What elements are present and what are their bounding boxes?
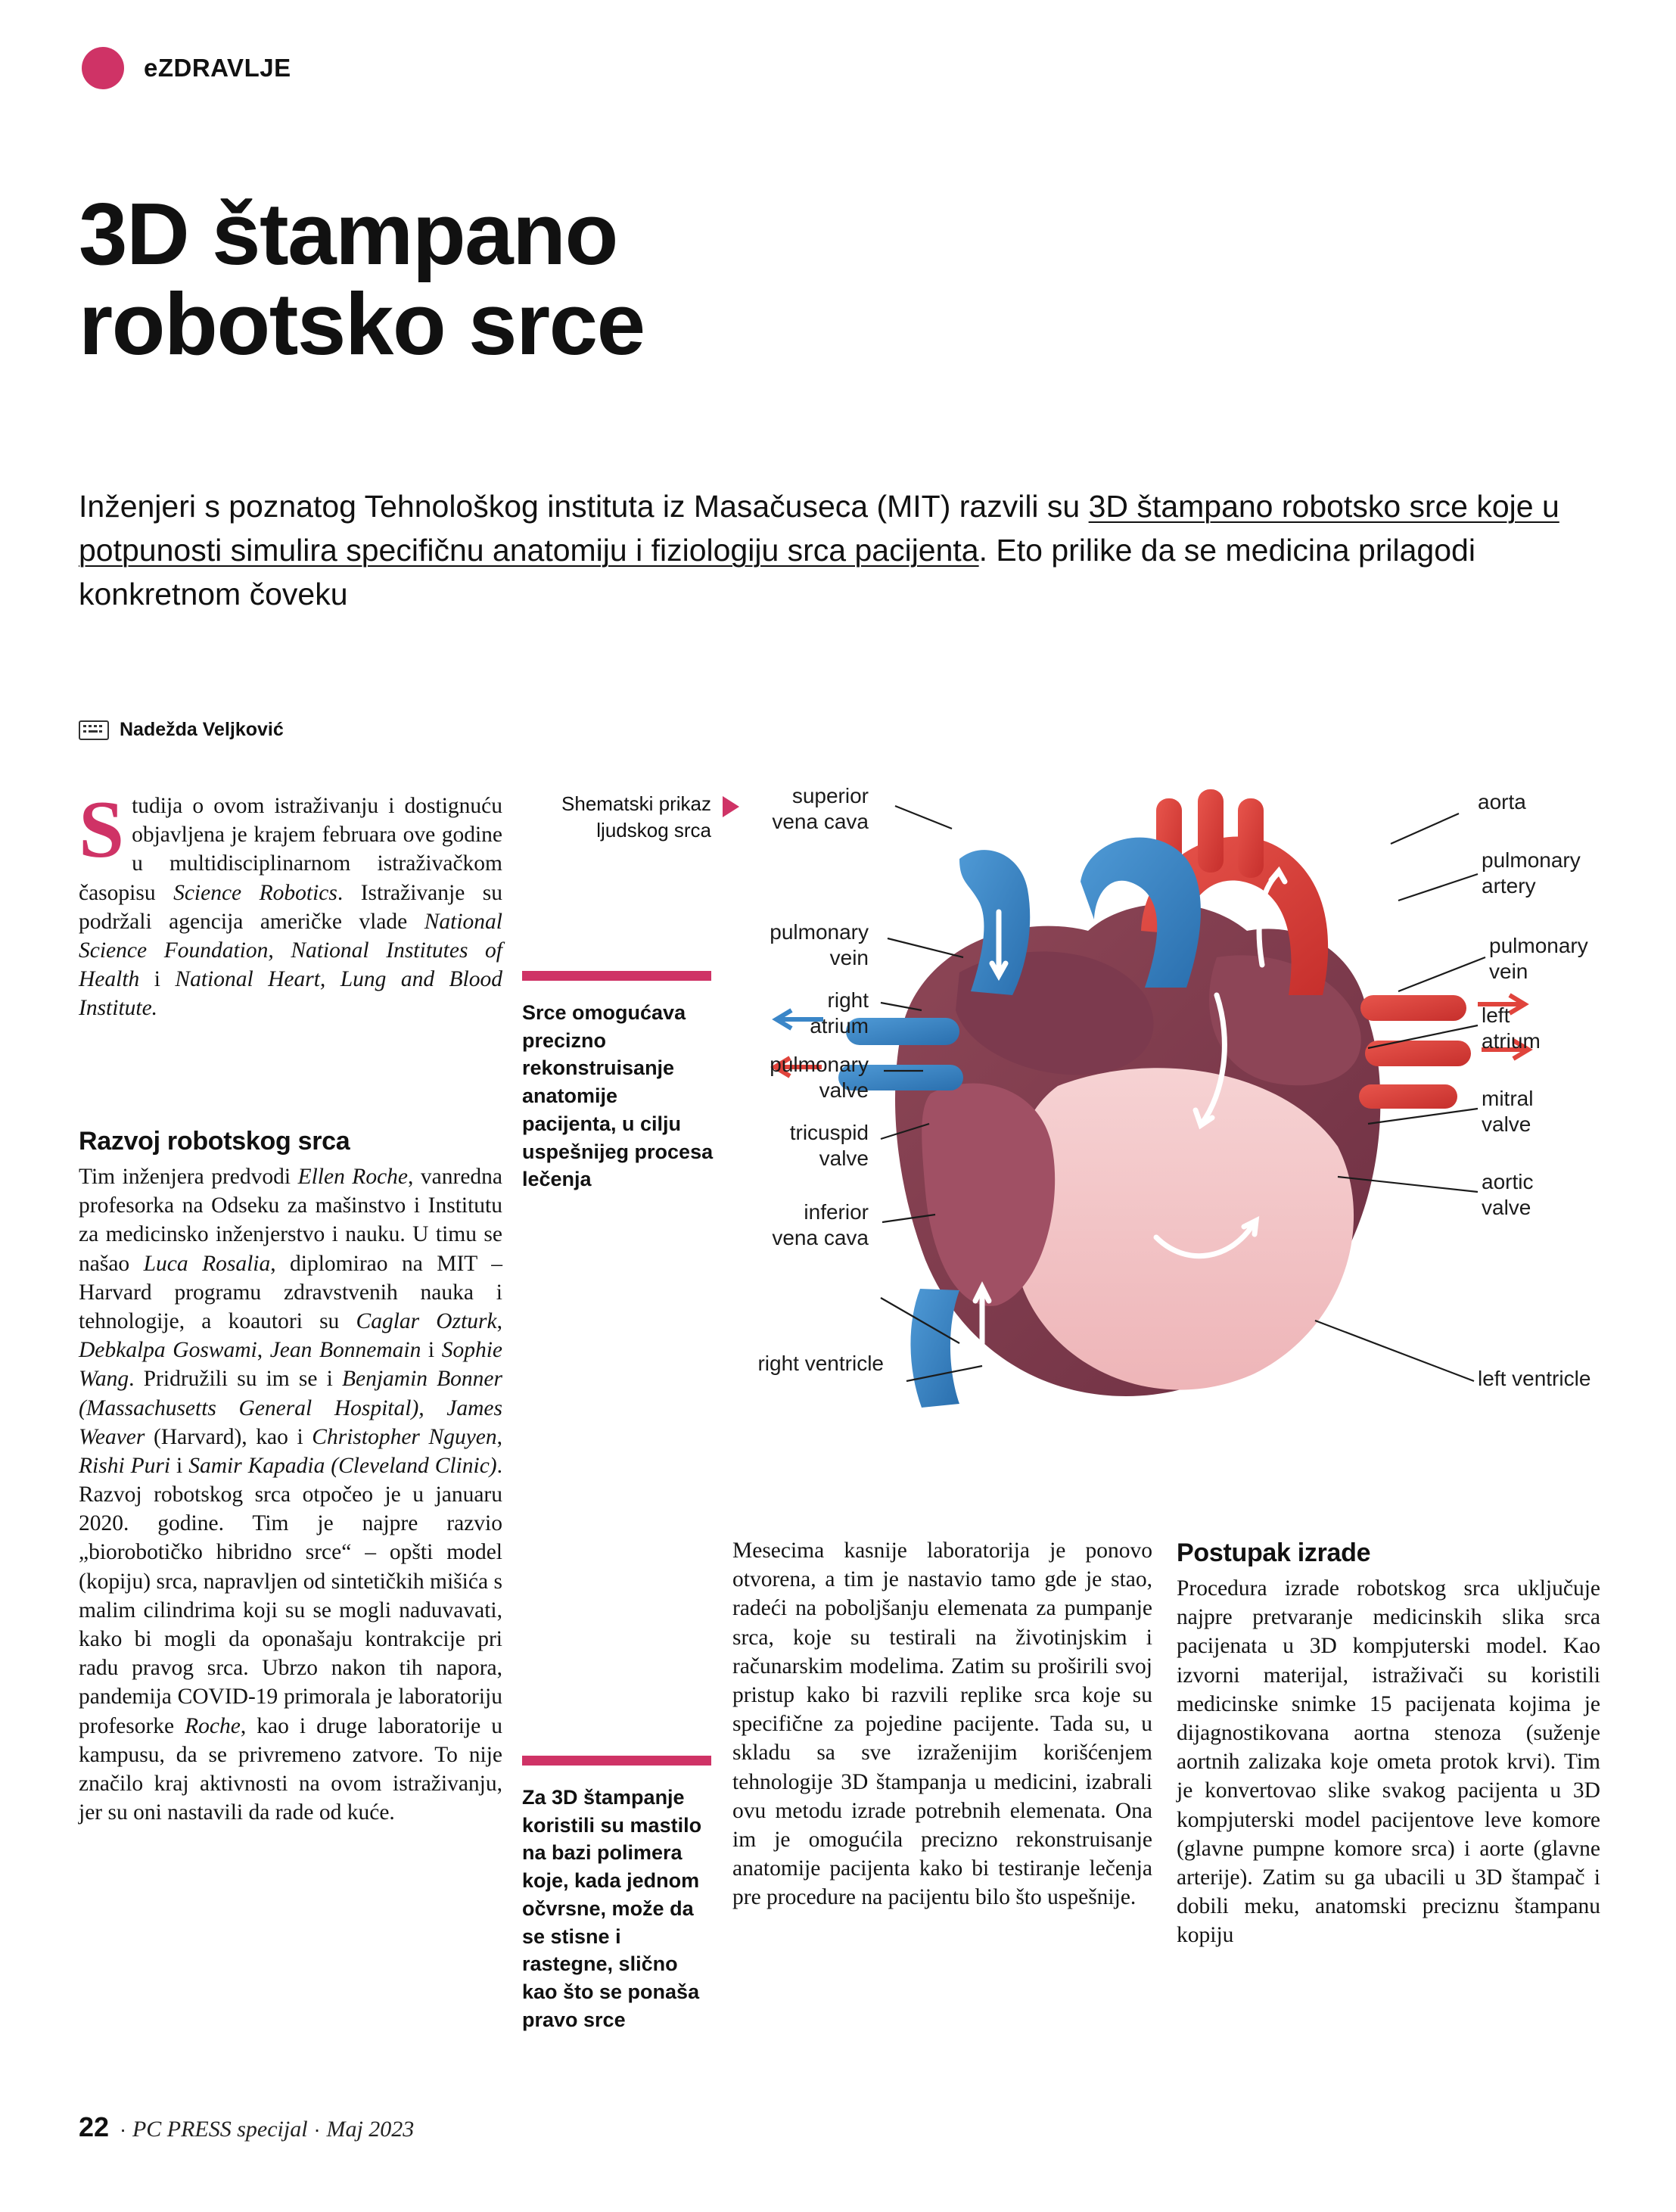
label-aorta: aorta [1478, 790, 1526, 814]
headline-line-2: robotsko srce [79, 275, 645, 374]
label-left-atrium: left atrium [1482, 1003, 1541, 1053]
paragraph-1: Tim inženjera predvodi Ellen Roche, vanredna profesorka na Odseku za mašinstvo i Institutu za medicinsko inženjerstvo i nauku. U timu se našao Luca Rosalia, diplomirao na MIT – Harvard programu zdravstvenih nauka i tehnologije, a koautori su Caglar Ozturk, Debkalpa Goswami, Jean Bonnemain i Sophie Wang. Pridružili su im se i Benjamin Bonner (Massachusetts General Hospital), James Weaver (Harvard), kao i Christopher Nguyen, Rishi Puri i Samir Kapadia (Cleveland Clinic). Razvoj robotskog srca otpočeo je u januaru 2020. godine. Tim je najpre razvio „biorobotičko hibridno srce“ – opšti model (kopiju) srca, napravljen od sintetičkih mišića s malim cilindrima koji su se mogli naduvavati, kako bi mogli da oponašaju kontrakcije pri radu pravog srca. Ubrzo nakon tih napora, pandemija COVID-19 primorala je laboratoriju profesorke Roche, kao i druge laboratorije u kampusu, da se privremeno zatvore. To nije značilo kraj aktivnosti na ovom istraživanju, jer su oni nastavili da rade od kuće. [79, 1165, 503, 1825]
byline-author: Nadežda Veljković [120, 719, 284, 740]
paragraph-3: Procedura izrade robotskog srca uključuje najpre pretvaranje medicinskih slika srca pacijenata u 3D kompjuterski model. Kao izvorni materijal, istraživači su koristili medicinske snimke 15 pacijenata kojima je dijagnostikovana aortna stenoza (suženje aortnih zalizaka koje ometa protok krvi). Tim je konvertovao slike svakog pacijenta u 3D kompjuterski model pacijentove leve komore (glavne pumpne komore srca) i aorte (glavne arterije). Zatim su ga ubacili u 3D štampač i dobili meku, anatomski preciznu štampanu kopiju [1177, 1576, 1600, 1948]
label-right-atrium: right atrium [810, 988, 869, 1038]
left-ventricle-shape [1009, 1068, 1354, 1389]
pull-quote-rule [522, 1756, 711, 1766]
page-number: 22 [79, 2111, 110, 2142]
pull-quote-2-text: Za 3D štampanje koristili su mastilo na bazi polimera koje, kada jednom očvrsne, može da se stisne i rastegne, slično kao što se ponaša pravo srce [522, 1786, 702, 2031]
standfirst-part-2: . Eto prilike da se medicina prilagodi konkretnom čoveku [79, 533, 1475, 612]
byline [79, 719, 284, 741]
standfirst-part-1: Inženjeri s poznatog Tehnološkog instituta iz Masačuseca (MIT) razvili su [79, 489, 1089, 524]
label-left-ventricle: left ventricle [1478, 1367, 1591, 1390]
label-pulmonary-vein-right: pulmonary vein [1489, 934, 1588, 983]
page-footer [79, 2111, 414, 2143]
keyboard-icon [79, 720, 109, 740]
footer-sep-2: · [313, 2117, 321, 2141]
headline-line-1: 3D štampano [79, 185, 617, 283]
label-tricuspid-valve: tricuspid valve [789, 1121, 869, 1170]
heart-anatomy-figure [732, 768, 1603, 1495]
label-pulmonary-artery: pulmonary artery [1482, 848, 1581, 898]
drop-cap: S [79, 785, 125, 875]
pulmonary-vein-right-3 [1359, 1084, 1457, 1109]
body-column-1-intro [79, 785, 502, 1023]
subheading-razvoj: Razvoj robotskog srca [79, 1127, 350, 1156]
aortic-branch-2 [1198, 789, 1224, 873]
standfirst [79, 484, 1600, 617]
footer-publication: PC PRESS specijal [132, 2117, 308, 2142]
pulmonary-vein-right-2 [1365, 1041, 1471, 1066]
pull-quote-rule [522, 971, 711, 981]
body-column-1-main [79, 1105, 502, 1827]
body-column-3 [1177, 1536, 1600, 1949]
pull-quote-1-text: Srce omogućava precizno rekonstruisanje anatomije pacijenta, u cilju uspešnijeg procesa lečenja [522, 1001, 714, 1191]
intro-paragraph: tudija o ovom istraživanju i dostignuću objavljena je krajem februara ove godine u multidisciplinarnom istraživačkom časopisu Science Robotics. Istraživanje su podržali agencija američke vlade National Science Foundation, National Institutes of Health i National Heart, Lung and Blood Institute. [79, 794, 502, 1021]
section-kicker [82, 47, 291, 89]
label-mitral-valve: mitral valve [1482, 1087, 1534, 1136]
label-aortic-valve: aortic valve [1482, 1170, 1534, 1219]
kicker-dot-icon [82, 47, 124, 89]
body-column-2 [732, 1536, 1152, 1912]
label-right-ventricle: right ventricle [757, 1352, 884, 1375]
label-superior-vena-cava: superior vena cava [772, 784, 869, 833]
figure-caption: Shematski prikaz ljudskog srca [561, 792, 711, 842]
aortic-branch-3 [1238, 798, 1264, 878]
paragraph-2: Mesecima kasnije laboratorija je ponovo otvorena, a tim je nastavio tamo gde je stao, radeći na poboljšanju elemenata za pumpanje srca, koje su testirali na životinjskim i računarskim modelima. Zatim su proširili svoj pristup kako bi razvili replike srca koje su specifične za pojedine pacijente. Tada su, u skladu sa sve izraženijim korišćenjem tehnologije 3D štampanja u medicini, izabrali ovu metodu izrade potrebnih elemenata. Ona im je omogućila precizno rekonstruisanje anatomije pacijenta kako bi testiranje lečenja pre procedure na pacijentu bilo što uspešnije. [732, 1538, 1152, 1910]
footer-sep-1: · [119, 2117, 127, 2141]
standfirst-underlined: 3D štampano robotsko srce koje u potpunosti simulira specifičnu anatomiju i fiziologiju srca pacijenta [79, 489, 1559, 568]
pull-quote-2 [522, 1756, 715, 2033]
footer-issue: Maj 2023 [326, 2117, 415, 2142]
subheading-postupak: Postupak izrade [1177, 1538, 1371, 1567]
pulmonary-vein-right-1 [1360, 995, 1466, 1021]
page-title [79, 185, 1214, 374]
label-pulmonary-valve: pulmonary valve [770, 1053, 869, 1102]
inferior-vena-cava-vessel [910, 1289, 959, 1408]
label-inferior-vena-cava: inferior vena cava [772, 1200, 869, 1249]
kicker-label: eZDRAVLJE [144, 54, 291, 82]
label-pulmonary-vein-left: pulmonary vein [770, 920, 869, 969]
